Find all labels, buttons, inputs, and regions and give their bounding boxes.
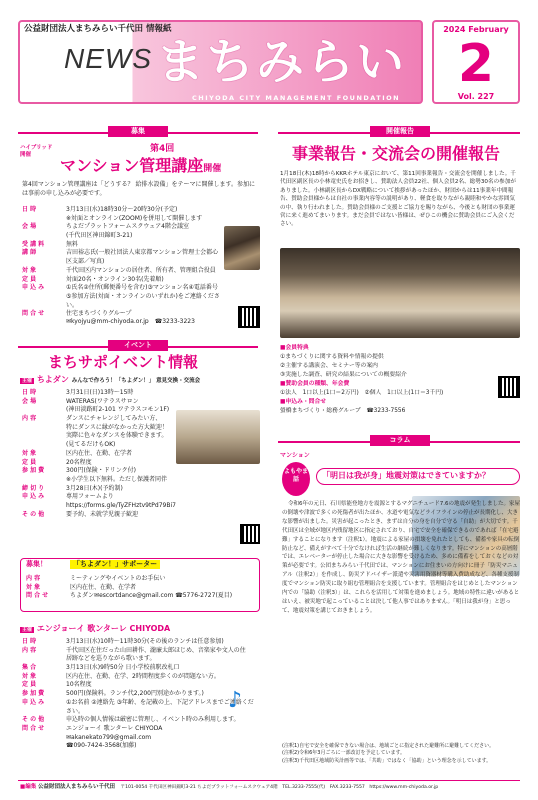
footer-address: 〒101-0054 千代田区神田錦町3-21 ちよだプラットフォームスクウェア4階 TEL.3233-7555(代) FAX.3233-7557 https://www.mm-chiyoda.or.jp <box>120 785 439 790</box>
detail-row <box>22 232 222 241</box>
section-tab-column: コラム <box>370 435 430 446</box>
apply-group: 螢橋まちづくり・総務グループ <box>280 407 361 414</box>
detail-label: 申 込 み <box>22 493 45 501</box>
detail-label <box>22 406 66 415</box>
detail-value: ミーティングやイベントのお手伝い <box>70 575 166 582</box>
detail-label: 対 象 <box>22 449 37 457</box>
chiyodan-name: ちよダン <box>36 375 69 384</box>
event-photo <box>280 248 520 338</box>
footer-org: 公益財団法人まちみらい千代田 <box>37 784 115 790</box>
detail-row <box>22 655 258 664</box>
issue-volume: Vol. 227 <box>457 91 495 101</box>
qr-code <box>498 376 520 398</box>
section-tab-report: 開催報告 <box>370 126 430 137</box>
detail-label: 参 加 費 <box>22 690 45 698</box>
issue-box <box>432 20 520 104</box>
detail-label: 定 員 <box>22 275 37 283</box>
detail-value: https://forms.gle/TyZFHztv9tPd79Bi7 <box>66 501 176 509</box>
hybrid-badge: ハイブリッド開催 <box>20 145 53 158</box>
detail-row <box>22 467 202 476</box>
apply-tel: ☎3233-7556 <box>366 407 406 414</box>
seminar-title <box>60 155 221 177</box>
member-benefit: ①まちづくりに関する資料や情報の提供 <box>280 353 384 360</box>
detail-row <box>22 690 258 699</box>
apply-line <box>280 407 480 416</box>
detail-label: 問 合 せ <box>22 310 45 318</box>
detail-label <box>22 232 66 241</box>
footer-label: ■編集 <box>20 784 37 790</box>
detail-value: 吉田裕志氏(一般社団法人東京都マンション管理士会都心区支部／写真) <box>66 249 219 266</box>
masthead-title: まちみらい <box>156 34 407 90</box>
detail-label: 日 時 <box>22 206 37 213</box>
detail-value: (千代田区神田錦町3-21) <box>66 232 133 240</box>
detail-row <box>26 592 256 601</box>
detail-value: ☎090-7424-3568(加藤) <box>66 742 137 750</box>
detail-label <box>22 441 66 450</box>
detail-label: 定 員 <box>22 458 37 466</box>
detail-label <box>22 476 66 485</box>
detail-row <box>22 681 258 690</box>
detail-label: 内 容 <box>22 415 37 423</box>
detail-value: ①お名前 ②連絡先 ③年齢、を記載の上、下記アドレスまでご連絡ください。 <box>66 698 254 715</box>
detail-value: 3月13日(水)10時〜11時30分(その後のランチは任意参加) <box>66 638 224 645</box>
detail-label: 内 容 <box>26 575 41 582</box>
masthead-subtitle: CHIYODA CITY MANAGEMENT FOUNDATION <box>192 94 401 102</box>
detail-row <box>22 664 258 673</box>
seminar-details <box>22 206 222 319</box>
detail-value: 3月13日(水)18時30分〜20時30分(予定) <box>66 206 178 213</box>
detail-label: 日 時 <box>22 389 37 396</box>
dance-photo <box>176 410 260 464</box>
detail-row <box>22 502 202 511</box>
detail-row <box>22 734 258 743</box>
detail-label: 申 込 み <box>22 284 45 292</box>
apply-heading: ■申込み・問合せ <box>280 398 327 405</box>
detail-label: 定 員 <box>22 681 37 689</box>
detail-value: エンジョーイ 歌ンターレ CHIYODA <box>66 724 163 732</box>
column-notes <box>282 743 520 765</box>
seminar-contact <box>66 318 195 326</box>
detail-label: 対 象 <box>22 266 37 274</box>
contact-tel: ☎3233-3223 <box>154 318 195 325</box>
detail-row <box>22 638 258 647</box>
detail-row <box>22 267 222 276</box>
supporter-tag: 募集！ <box>26 560 47 568</box>
detail-value: 実際に色々なダンスを体験できます。 <box>66 432 168 440</box>
enjoy-details <box>22 638 258 751</box>
detail-value: 申込時の個人情報は厳密に管理し、イベント時のみ利用します。 <box>66 716 240 724</box>
detail-row <box>22 511 202 520</box>
note-line: (注釈3)千代田区地域防災計画等では、「共助」ではなく「協助」という理念を示しています。 <box>282 757 492 764</box>
detail-label: そ の 他 <box>22 510 45 518</box>
detail-value: (見てるだけもOK) <box>66 441 116 449</box>
detail-value: 専用フォームより <box>66 493 114 501</box>
column-badge: よもやま話 <box>282 462 310 496</box>
detail-row <box>22 223 222 232</box>
detail-label: 対 象 <box>26 583 41 591</box>
chiyodan-details <box>22 389 202 519</box>
contact-email[interactable]: kyojyu@mm-chiyoda.or.jp <box>71 318 149 325</box>
enjoy-title: エンジョーイ 歌ンターレ CHIYODA <box>36 624 171 633</box>
report-body: 1月18日(木)18時からKKRホテル東京において、第11回事業報告・交流会を開催しました。千代田区副区長の小林竜史氏をお招きし、賛助法人会員22社、個人会員2名、総勢30名の参加がありました。小林副区長からDX戦略について挨拶があったほか、財団からは11事業年中間報告、賛助会員様からは自社の事業内容等の説明があり、軽食を取りながら親睦和やかな雰囲気の中、執り行われました。賛助会員様のご支援とご協力を賜りながら、今後とも財団の事業運営に来く進めてまいります。まだ会員ではない皆様は、ぜひこの機会に賛助会員にご入会ください。 <box>280 171 516 228</box>
detail-label <box>22 502 66 511</box>
detail-value: 要予約、未就学児親子歓迎 <box>66 510 139 518</box>
detail-label: 申 込 み <box>22 698 45 706</box>
detail-label: 講 師 <box>22 249 37 257</box>
lecturer-photo <box>224 226 260 270</box>
detail-value: 区内在住、在勤、在学者 <box>70 583 137 591</box>
detail-row <box>22 673 258 682</box>
detail-row <box>22 441 202 450</box>
host-tag: 主催 <box>22 627 33 633</box>
detail-row <box>22 716 258 725</box>
detail-label: そ の 他 <box>22 716 45 724</box>
detail-row <box>22 432 202 441</box>
detail-value: 区内在住、在勤、在学、2時間程度歩くのが問題ない方。 <box>66 672 220 680</box>
detail-value: (神田淡路町2-101 ワテラスコモン1F) <box>66 406 170 414</box>
detail-value: 3月31日(日)13時〜15時 <box>66 389 134 396</box>
section-tab-event: イベント <box>108 340 168 351</box>
seminar-intro: 第4回マンション管理講座は「どうする？ 給排水設備」をテーマに開催します。参加には事前の申し込みが必要です。 <box>22 181 255 197</box>
qr-code <box>238 306 260 328</box>
host-tag: 主催 <box>22 378 33 384</box>
detail-value: ※対面とオンライン(ZOOM)を併用して開催します <box>66 214 203 222</box>
report-title: 事業報告・交流会の開催報告 <box>292 144 501 163</box>
detail-value: WATERAS(ワテラスサロン <box>66 397 139 405</box>
member-info <box>280 344 480 416</box>
seminar-title-suffix: 開催 <box>203 164 222 174</box>
detail-row <box>22 450 202 459</box>
detail-value: ちよダン✉escortdance@gmail.com ☎5776-2727(夏目) <box>70 592 233 600</box>
detail-value: 300円(保険・ドリンク付) <box>66 467 137 475</box>
detail-row <box>22 406 202 415</box>
detail-row <box>22 476 202 485</box>
detail-row <box>22 459 202 468</box>
detail-row <box>22 276 222 285</box>
member-benefit: ②主催する講演会、セミナー等の案内 <box>280 362 378 369</box>
detail-value: ダンスにチャレンジしてみたい方、 <box>66 415 162 423</box>
detail-value: 無料 <box>66 240 79 248</box>
detail-value: 3月13日(水)9時50分 日小学校前駅改札口 <box>66 664 180 672</box>
detail-value: ✉akanekato799@gmail.com <box>66 733 152 741</box>
column-tag: マンション <box>280 452 310 459</box>
member-list <box>280 353 480 380</box>
detail-value: 居跡などを巡りながら歌います。 <box>66 655 156 663</box>
detail-value: ①氏名②住所(郵便番号を含む)③マンション名④電話番号⑤参加方法(対面・オンラインのいずれか)をご連絡ください。 <box>66 284 220 309</box>
detail-value: 10名程度 <box>66 681 92 689</box>
issue-number: 2 <box>457 33 495 94</box>
chiyodan-header <box>20 375 200 386</box>
detail-row <box>22 742 258 751</box>
music-note-icon: ♪ <box>228 688 243 713</box>
column-body: 令和6年の元日、石川県能登地方を震源とするマグニチュード7.6の地震が発生しました。家屋の倒壊や津波で多くの死傷者が出たほか、水道や電気などライフラインの停止が長期化し、大きな影響が出ました。災害が起こったとき、まずは自分の身を自分で守る「自助」が大切です。千代田区は全域が地区内残留地区に指定されており、自宅で安全を確保できるのであれば「在宅避難」することになります（注釈1）。地震による家屋の損壊を免れたとしても、備蓄や家具の転倒防止など、備えがすべて十分でなければ生活の継続が難しくなります。特にマンションの高層階では、エレベーターが停止した場合に大きな影響を受けるため、多めに備蓄をしておくなどの対策が必要です。公団まちみらい千代田では、マンションにお住まいの方向けに冊子「防災マニュアル（注釈2）」を作成し、防災アドバイザー派遣や災害用資器材等購入費助成など、各種支援制度でマンション防災に取り組む管理組合を支援しています。管理組合をはじめとしたマンション内での「協助（注釈3）」は、これらを活用して対策を進めましょう。地域の特性に違いがあるとはいえ、被災地で起こっていることは決して他人事ではありません。「明日は我が身」と思って、地震対策を講じておきましょう。 <box>282 501 520 614</box>
detail-label: 問 合 せ <box>26 592 49 600</box>
detail-label: 問 合 せ <box>22 724 45 732</box>
detail-label: 受 講 料 <box>22 240 45 248</box>
seminar-number: 第4回 <box>150 144 175 154</box>
divider <box>18 780 520 781</box>
detail-row <box>22 493 202 502</box>
detail-row <box>22 725 258 734</box>
column-title: 「明日は我が身」地震対策はできていますか？ <box>316 468 520 485</box>
mail-icon: ✉ <box>66 318 72 325</box>
detail-value: 住宅まちづくりグループ <box>66 310 132 318</box>
detail-value: 区内在住、在勤、在学者 <box>66 449 133 457</box>
detail-value: 対面20名・オンライン30名(先着順) <box>66 275 164 283</box>
chiyodan-subtitle: みんなで作ろう！「ちよダン！」 意見交換・交流会 <box>71 378 201 384</box>
detail-label: 会 場 <box>22 223 37 231</box>
detail-label: 対 象 <box>22 672 37 680</box>
detail-label: 日 時 <box>22 638 37 645</box>
detail-value: 3月28日(木)(予約制) <box>66 484 123 492</box>
detail-row <box>22 206 222 215</box>
detail-value: 特にダンスに縁がなかった方大歓迎！ <box>66 423 168 431</box>
detail-value: ※小学生以下無料。ただし保護者同伴 <box>66 475 168 483</box>
detail-row <box>22 389 202 398</box>
detail-label: 内 容 <box>22 646 37 654</box>
section-tab-recruit: 募集 <box>108 126 168 137</box>
detail-row <box>22 699 258 716</box>
detail-row <box>22 284 222 310</box>
detail-value: 千代田区内マンションの居住者、所有者、管理組合役員 <box>66 266 216 274</box>
member-benefit: ③実施した調査、研究の結果についての概要紹介 <box>280 371 407 378</box>
detail-row <box>22 249 222 266</box>
org-name: 公益財団法人まちみらい千代田 情報紙 <box>24 24 172 34</box>
detail-label: 集 合 <box>22 664 37 672</box>
detail-value: ちよだプラットフォームスクウェア4階会議室 <box>66 223 189 231</box>
fee-heading: ■賛助会員の種類、年会費 <box>280 380 350 387</box>
detail-value: 千代田区在住だった山田耕作、瀧廉太郎ほじめ、音楽家や文人の住 <box>66 646 246 654</box>
detail-label <box>22 655 66 664</box>
note-line: (注釈1)自宅で安全を確保できない場合は、地域ごとに指定された避難所に避難してください。 <box>282 743 495 749</box>
note-line: (注釈2)令和6年3月ごろに一部改訂を予定しています。 <box>282 750 406 757</box>
event-title: まちサポイベント情報 <box>48 353 199 371</box>
detail-row <box>22 415 202 424</box>
detail-label <box>22 734 66 743</box>
fee-text: ①法人 1口以上(1口＝2万円) ②個人 1口以上(1口＝3千円) <box>280 389 444 396</box>
detail-value: 500円(保険料。ランチ代2,200円別途かかります。) <box>66 690 204 698</box>
supporter-title: 「ちよダン！」サポーター <box>70 560 160 569</box>
news-label: NEWS <box>64 43 152 74</box>
supporter-details <box>26 575 256 601</box>
detail-label: 会 場 <box>22 397 37 405</box>
enjoy-header <box>20 624 170 635</box>
detail-row <box>26 575 256 584</box>
detail-row <box>22 485 202 494</box>
qr-code <box>240 524 260 544</box>
detail-label <box>22 424 66 433</box>
issue-year: 2024 February <box>443 25 509 34</box>
detail-label: 参 加 費 <box>22 467 45 475</box>
detail-label <box>22 742 66 751</box>
detail-label: 締 切 り <box>22 484 45 492</box>
detail-label <box>22 432 66 441</box>
footer <box>20 784 438 791</box>
seminar-title-text: マンション管理講座 <box>60 156 204 175</box>
member-heading: ■会員特典 <box>280 345 309 351</box>
detail-value: 20名程度 <box>66 458 92 466</box>
